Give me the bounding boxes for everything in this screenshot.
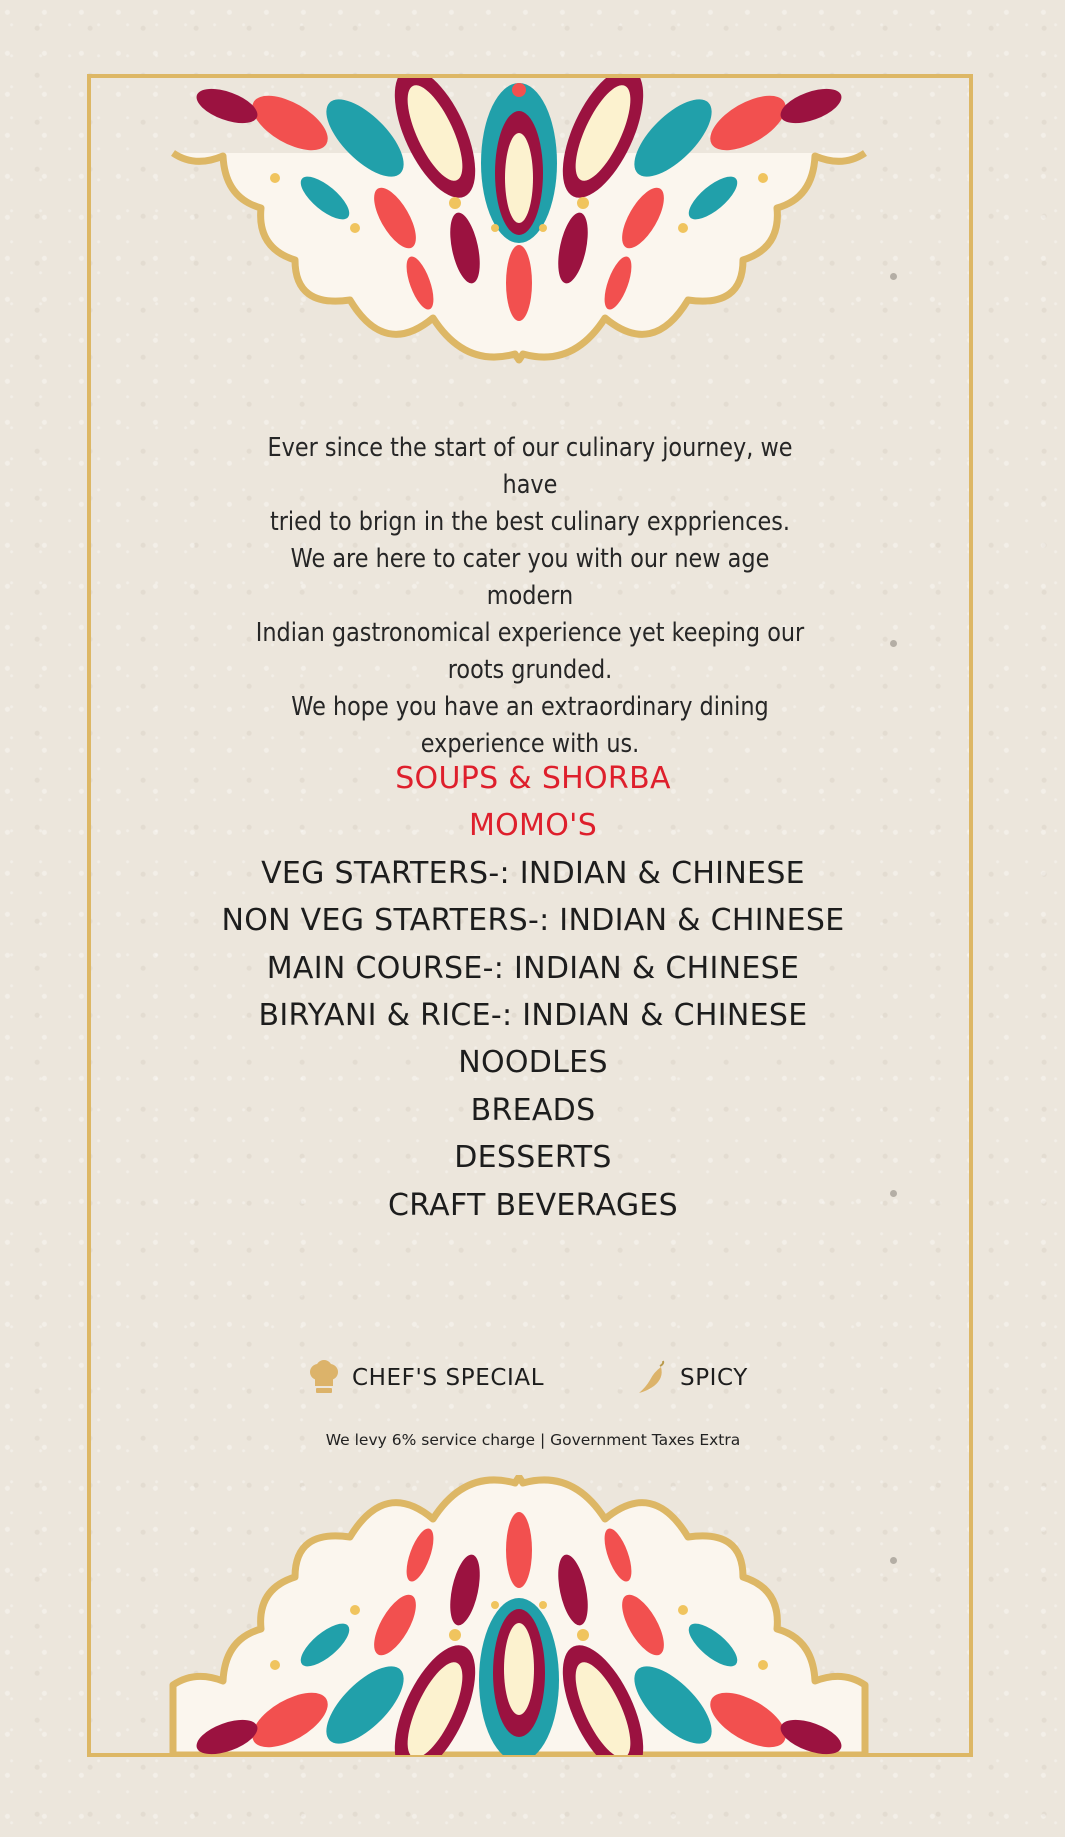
legend-chef-special-label: CHEF'S SPECIAL <box>352 1365 545 1391</box>
legend <box>300 1360 770 1404</box>
menu-link-soups-shorba[interactable]: SOUPS & SHORBA <box>395 761 671 796</box>
decorative-dot <box>890 273 897 280</box>
menu-link-main-course[interactable]: MAIN COURSE-: INDIAN & CHINESE <box>266 950 800 986</box>
chili-icon <box>634 1360 670 1396</box>
service-charge-note: We levy 6% service charge | Government Taxes Extra <box>325 1431 741 1449</box>
menu-link-non-veg-starters[interactable]: NON VEG STARTERS-: INDIAN & CHINESE <box>221 903 845 939</box>
menu-link-breads[interactable]: BREADS <box>470 1092 596 1128</box>
bottom-mandala-ornament <box>165 1475 873 1755</box>
legend-spicy <box>634 1360 748 1396</box>
intro-line: roots grunded. <box>447 655 613 685</box>
intro-line: tried to brign in the best culinary exppriences. <box>269 507 791 537</box>
menu-link-desserts[interactable]: DESSERTS <box>454 1140 612 1176</box>
menu-link-biryani-rice[interactable]: BIRYANI & RICE-: INDIAN & CHINESE <box>258 998 808 1034</box>
legend-chef-special <box>306 1360 544 1396</box>
legend-spicy-label: SPICY <box>680 1365 748 1391</box>
intro-line: experience with us. <box>420 729 640 759</box>
top-mandala-ornament <box>165 78 873 368</box>
menu-category-list <box>120 755 946 1229</box>
intro-line: Ever since the start of our culinary journey, we have <box>267 433 793 500</box>
intro-paragraph <box>246 430 814 763</box>
intro-line: Indian gastronomical experience yet keeping our <box>255 618 805 648</box>
chef-hat-icon <box>306 1360 342 1396</box>
menu-link-veg-starters[interactable]: VEG STARTERS-: INDIAN & CHINESE <box>261 855 805 891</box>
menu-link-noodles[interactable]: NOODLES <box>458 1045 608 1081</box>
decorative-dot <box>890 1557 897 1564</box>
decorative-dot <box>890 640 897 647</box>
menu-link-momos[interactable]: MOMO'S <box>468 808 598 844</box>
intro-line: We hope you have an extraordinary dining <box>291 692 769 722</box>
menu-link-craft-beverages[interactable]: CRAFT BEVERAGES <box>387 1187 679 1223</box>
intro-line: We are here to cater you with our new age modern <box>290 544 770 611</box>
